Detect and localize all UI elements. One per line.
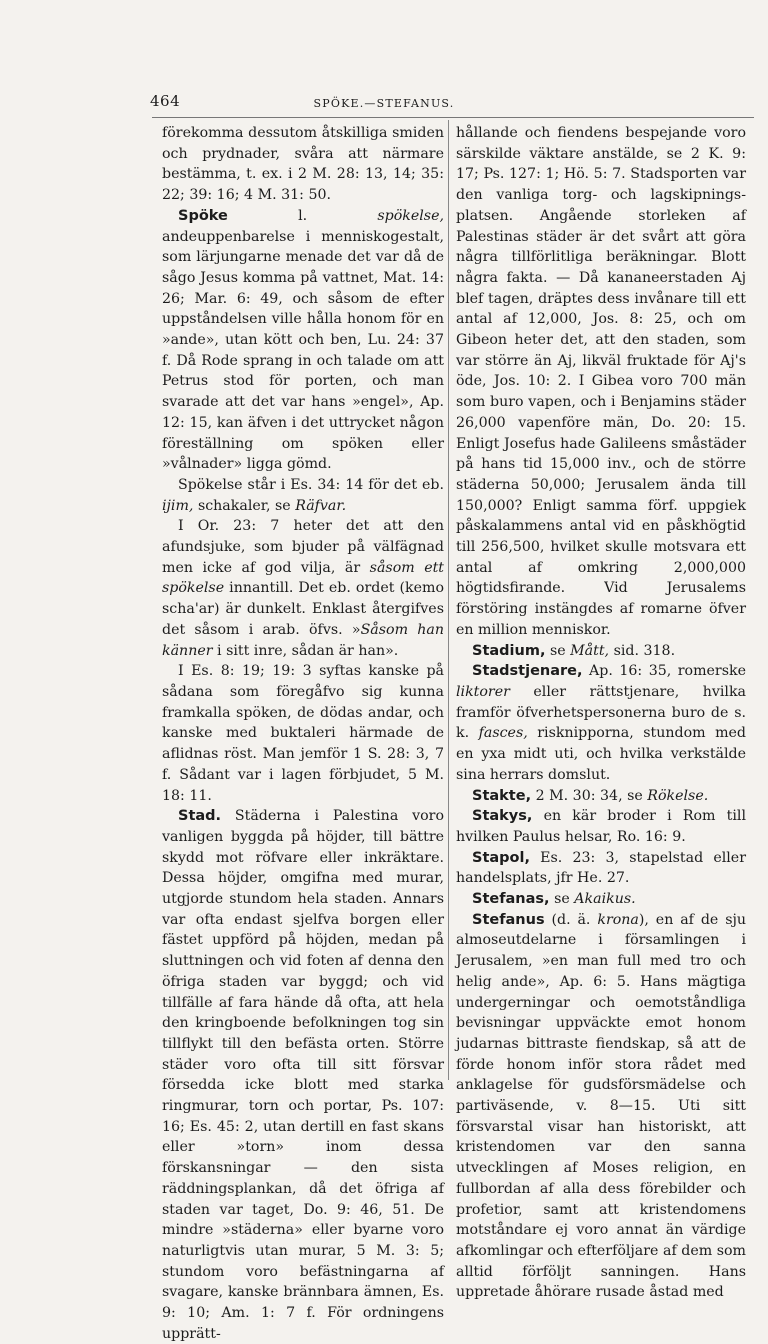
entry-stakte	[456, 786, 746, 807]
entry-stefanus	[456, 910, 746, 1303]
entry-italic: krona	[597, 911, 639, 928]
entry-text: Es. 23: 3, stapelstad eller handelsplats, jfr He. 27.	[456, 849, 746, 887]
cross-reference: Räfvar.	[295, 497, 347, 514]
entry-italic: spökelse,	[377, 207, 444, 224]
entry-spoke	[162, 206, 444, 475]
entry-text: Städerna i Palestina voro vanligen byggda på höjder, till bättre skydd mot röfvare eller inkräktare. Dessa höjder, omgifna med murar, utgjorde stundom hela staden. Annars var ofta endast sjelfva borgen eller fästet uppförd på höjden, medan på sluttningen och vid foten af denna den öfriga staden var byggd; och vid tillfälle af fara hände då ofta, att hela den kringboende befolkningen tog sin tillflykt till den befästa orten. Större städer voro ofta till sitt försvar försedda icke blott med starka ringmurar, torn och portar, Ps. 107: 16; Es. 45: 2, utan dertill en fast skans eller »torn» inom dessa förskansningar — den sista räddningsplankan, då det öfriga af staden var taget, Do. 9: 46, 51. De mindre »städerna» eller byarne voro naturligtvis utan murar, 5 M. 3: 5; stundom voro befästningarna af svagare, kanske brännbara ämnen, Es. 9: 10; Am. 1: 7 f. För ordningens upprätt-	[162, 808, 444, 1342]
headword-stadstjenare: Stadstjenare,	[472, 663, 583, 680]
cross-reference: Rökelse.	[647, 787, 709, 804]
entry-text: innantill. Det eb. ordet (kemo scha'ar) är dunkelt. Enklast återgifves det såsom i arab. öfvs. »	[162, 580, 444, 638]
entry-text: en kär broder i Rom till hvilken Paulus helsar, Ro. 16: 9.	[456, 808, 746, 845]
entry-text: (d. ä.	[544, 911, 598, 928]
paragraph-ordsprak	[162, 516, 444, 661]
entry-text: sid. 318.	[609, 642, 676, 659]
left-column	[162, 123, 444, 1344]
paragraph-continuation: förekomma dessutom åtskilliga smiden och prydnader, svåra att närmare bestämma, t. ex. i 2 M. 28: 13, 14; 35: 22; 39: 16; 4 M. 31: 50.	[162, 125, 444, 204]
entry-italic: ijim,	[162, 497, 194, 514]
entry-text: i sitt inre, sådan är han».	[212, 642, 399, 659]
entry-text: 2 M. 30: 34, se	[531, 787, 648, 804]
header-rule	[152, 117, 754, 118]
entry-italic: Såsom han känner	[162, 621, 444, 659]
entry-stadstjenare	[456, 661, 746, 785]
entry-text: se	[549, 891, 575, 908]
headword-spoke: Spöke	[178, 207, 228, 224]
entry-italic: såsom ett spökelse	[162, 559, 444, 597]
entry-text: l.	[227, 207, 378, 224]
headword-stakys: Stakys,	[472, 808, 533, 825]
entry-italic: liktorer	[456, 683, 510, 700]
paragraph-esaias: I Es. 8: 19; 19: 3 syftas kanske på sådana som föregåfvo sig kunna framkalla spöken, de dödas andar, och kanske med buktaleri härmade de aflidnas röst. Man jemför 1 S. 28: 3, 7 f. Sådant var i lagen förbjudet, 5 M. 18: 11.	[162, 663, 444, 804]
entry-text: eller rättstjenare, hvilka framför öfverhetspersonerna buro de s. k.	[456, 683, 746, 742]
page-number: 464	[150, 92, 181, 110]
headword-stakte: Stakte,	[472, 787, 532, 804]
entry-stad	[162, 806, 444, 1344]
paragraph-spokelse	[162, 475, 444, 516]
entry-text: ), en af de sju almoseutdelarne i församlingen i Jerusalem, »en man full med tro och helig ande», Ap. 6: 5. Hans mägtiga undergerningar och oemotståndliga bevisningar uppväckte emot honom judarnas bittraste fiendskap, så att de förde honom inför stora rådet med anklagelse för gudsförsmädelse och partiväsende, v. 8—15. Uti sitt försvarstal visar han historiskt, att kristendomen var den sanna utvecklingen af Moses religion, en fullbordan af alla dess förebilder och profetior, samt att kristendomens motståndare ej voro annat än värdige afkomlingar och efterföljare af dem som alltid förföljt sanningen. Hans uppretade åhörare rusade åstad med	[456, 911, 747, 1301]
entry-text: Spökelse står i Es. 34: 14 för det eb.	[178, 476, 444, 493]
headword-stapol: Stapol,	[472, 849, 530, 866]
running-head: SPÖKE.—STEFANUS.	[313, 97, 455, 110]
entry-stakys	[456, 806, 746, 847]
entry-text: I Or. 23: 7 heter det att den afundsjuke, som bjuder på välfägnad men icke af god vilja, är	[162, 518, 444, 576]
entry-stefanas	[456, 889, 746, 910]
entry-text: Ap. 16: 35, romerske	[582, 663, 746, 680]
entry-text: schakaler, se	[193, 497, 296, 514]
paragraph-continuation: hållande och fiendens bespejande voro särskilde väktare anstälde, se 2 K. 9: 17; Ps. 127: 1; Hö. 5: 7. Stadsporten var den vanliga torg- och lagskipnings-platsen. Angående storleken af Palestinas städer är det svårt att göra några tillförlitliga beräkningar. Blott några fakta. — Då kananeerstaden Aj blef tagen, dräptes dess invånare till ett antal af 12,000, Jos. 8: 25, och om Gibeon heter det, att den staden, som var större än Aj, likväl fruktade för Aj's öde, Jos. 10: 2. I Gibea voro 700 män som buro vapen, och i Benjamins städer 26,000 vapenföre män, Do. 20: 15. Enligt Josefus hade Galileens småstäder på hans tid 15,000 inv., och de större städerna 50,000; Jerusalem ända till 150,000? Enligt samma förf. uppgiek påskalammens antal vid en påskhögtid till 256,500, hvilket skulle motsvara ett antal af omkring 2,000,000 högtidsfirande. Vid Jerusalems förstöring instängdes af romarne öfver en million menniskor.	[456, 125, 746, 638]
column-divider	[448, 120, 449, 1080]
entry-text: andeuppenbarelse i menniskogestalt, som lärjungarne menade det var då de sågo Jesus komma på vattnet, Mat. 14: 26; Mar. 6: 49, och såsom de efter uppståndelsen ville hålla honom för en »ande», utan kött och ben, Lu. 24: 37 f. Då Rode sprang in och talade om att Petrus stod för porten, och man svarade att det var hans »engel», Ap. 12: 15, kan äfven i det uttrycket någon föreställning om spöken eller »vålnader» ligga gömd.	[162, 228, 444, 473]
entry-stapol	[456, 848, 746, 889]
headword-stefanas: Stefanas,	[472, 891, 550, 908]
entry-italic: fasces,	[478, 725, 528, 742]
headword-stadium: Stadium,	[472, 642, 546, 659]
right-column	[456, 123, 746, 1303]
entry-text: se	[545, 642, 571, 659]
headword-stefanus: Stefanus	[472, 911, 545, 928]
cross-reference: Mått,	[570, 642, 610, 659]
cross-reference: Akaikus.	[574, 891, 636, 908]
entry-text: risknipporna, stundom med en yxa midt uti, och hvilka verkstälde sina herrars domslut.	[456, 725, 746, 783]
headword-stad: Stad.	[178, 808, 222, 825]
entry-stadium	[456, 641, 746, 662]
